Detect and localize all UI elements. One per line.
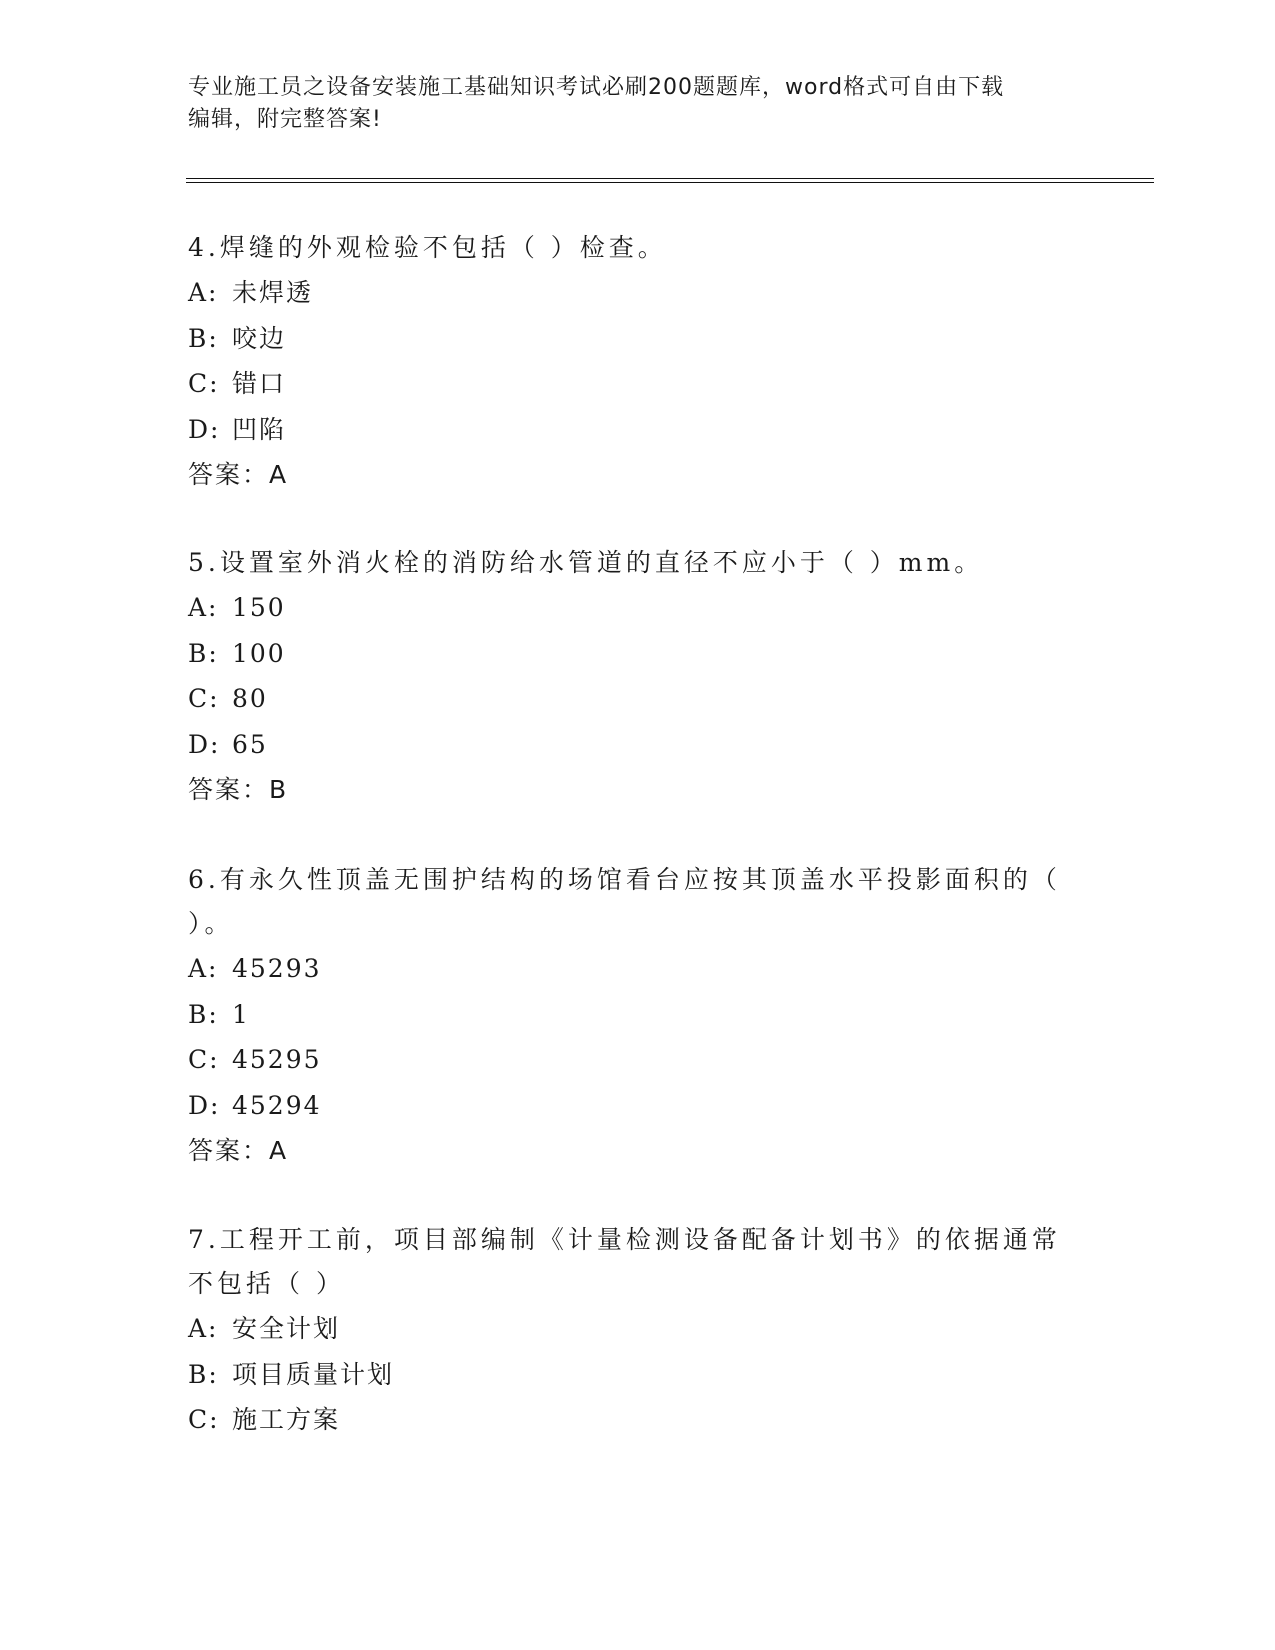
option-letter: A: (188, 1314, 219, 1343)
option-letter: C: (188, 684, 220, 713)
option-text: 80 (232, 684, 268, 713)
option-letter: A: (188, 593, 219, 622)
document-header (188, 72, 1088, 136)
question-7 (188, 1218, 1088, 1443)
option-text: 施工方案 (232, 1405, 341, 1434)
option-b (188, 631, 1088, 677)
option-text: 100 (232, 638, 286, 668)
option-b (188, 992, 1088, 1038)
option-letter: B: (188, 1359, 219, 1389)
option-letter: D: (188, 729, 221, 759)
option-letter: A: (188, 278, 219, 307)
option-letter: C: (188, 1405, 220, 1434)
option-text: 45294 (232, 1090, 322, 1120)
option-a (188, 270, 1088, 316)
option-a (188, 946, 1088, 992)
option-a (188, 585, 1088, 631)
option-text: 65 (232, 729, 268, 759)
question-6 (188, 858, 1088, 1173)
document-title-line-1: 专业施工员之设备安装施工基础知识考试必刷200题题库，word格式可自由下载 (188, 75, 1005, 100)
option-letter: D: (188, 1090, 221, 1120)
option-b (188, 316, 1088, 362)
header-divider (186, 178, 1154, 183)
option-letter: D: (188, 414, 221, 444)
question-stem: 6.有永久性顶盖无围护结构的场馆看台应按其顶盖水平投影面积的（ ）。 (188, 865, 1061, 938)
option-letter: C: (188, 369, 220, 398)
option-text: 45293 (232, 954, 322, 983)
option-letter: A: (188, 954, 219, 983)
option-letter: B: (188, 638, 219, 668)
option-letter: B: (188, 999, 219, 1029)
option-c (188, 361, 1088, 407)
option-text: 150 (232, 593, 286, 622)
option-text: 凹陷 (232, 414, 287, 444)
answer-line: 答案：B (188, 775, 289, 804)
option-c (188, 676, 1088, 722)
option-c (188, 1037, 1088, 1083)
option-text: 咬边 (232, 323, 287, 353)
option-d (188, 1083, 1088, 1129)
question-4 (188, 226, 1088, 497)
option-letter: C: (188, 1045, 220, 1074)
answer-line: 答案：A (188, 460, 289, 489)
answer-line: 答案：A (188, 1136, 289, 1165)
option-d (188, 407, 1088, 453)
option-b (188, 1352, 1088, 1398)
option-a (188, 1306, 1088, 1352)
document-title-line-2: 编辑，附完整答案! (188, 107, 382, 132)
option-d (188, 722, 1088, 768)
option-text: 1 (232, 999, 250, 1029)
option-text: 项目质量计划 (232, 1359, 395, 1389)
question-stem: 7.工程开工前，项目部编制《计量检测设备配备计划书》的依据通常不包括（ ） (188, 1225, 1061, 1298)
option-text: 未焊透 (232, 278, 314, 307)
option-text: 错口 (232, 369, 287, 398)
option-text: 安全计划 (232, 1314, 341, 1343)
question-5 (188, 541, 1088, 812)
option-c (188, 1397, 1088, 1443)
option-text: 45295 (232, 1045, 322, 1074)
question-stem: 4.焊缝的外观检验不包括（ ）检查。 (188, 233, 667, 262)
option-letter: B: (188, 323, 219, 353)
question-stem: 5.设置室外消火栓的消防给水管道的直径不应小于（ ）mm。 (188, 548, 984, 577)
